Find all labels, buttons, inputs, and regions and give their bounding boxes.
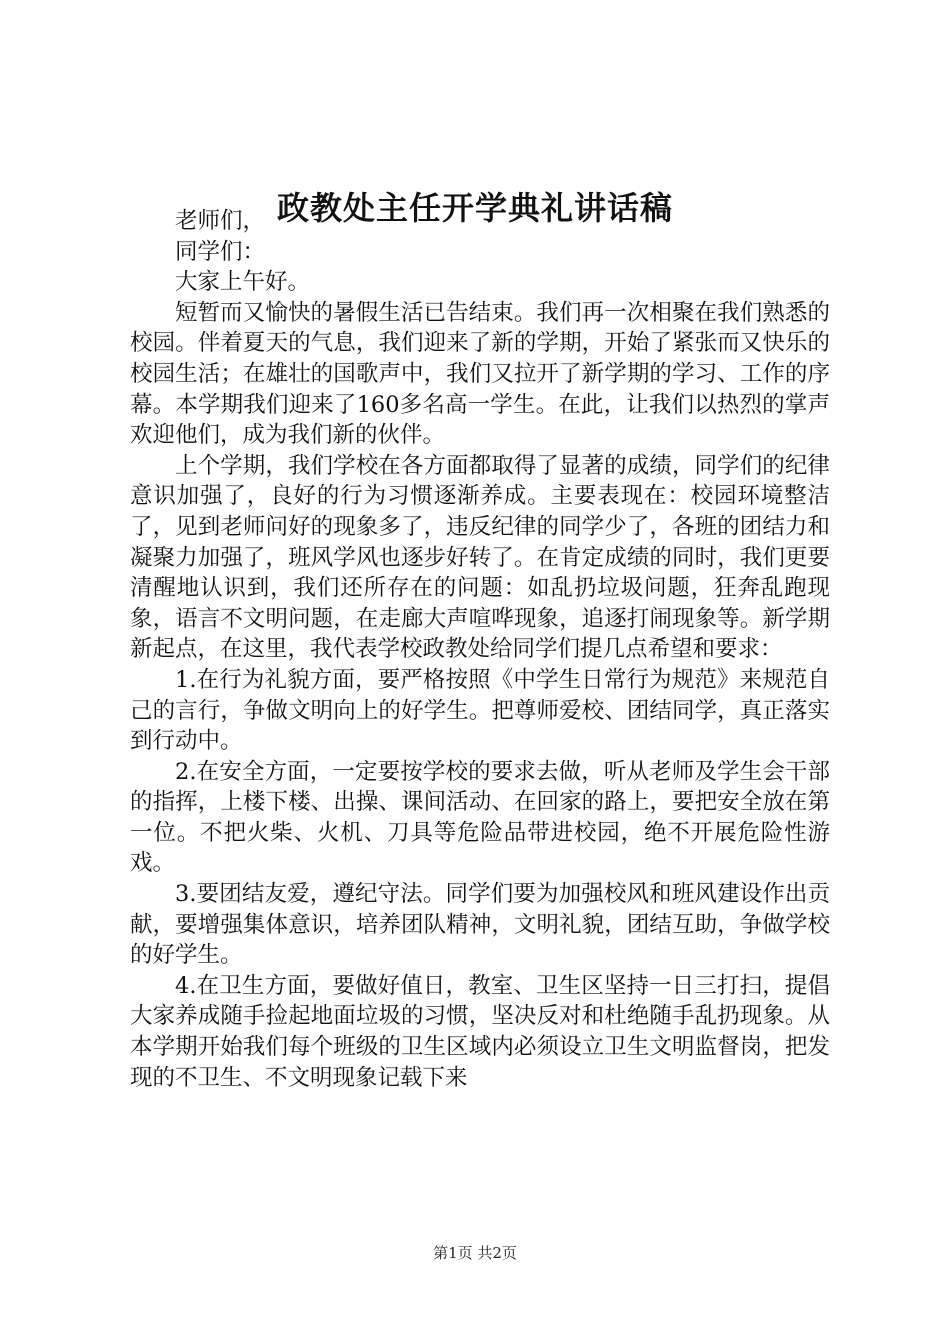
salutation-teachers: 老师们， <box>175 208 266 234</box>
page-number-footer: 第1页 共2页 <box>433 1244 517 1262</box>
salutation-students: 同学们： <box>175 238 266 265</box>
greeting: 大家上午好。 <box>175 269 311 296</box>
paragraph-point-3: 3.要团结友爱，遵纪守法。同学们要为加强校风和班风建设作出贡献，要增强集体意识，培养团队精神，文明礼貌，团结互助，争做学校的好学生。 <box>130 881 830 969</box>
document-body <box>130 206 830 1093</box>
document-title: 政教处主任开学典礼讲话稿 <box>276 189 673 227</box>
paragraph-last-term: 上个学期，我们学校在各方面都取得了显著的成绩，同学们的纪律意识加强了，良好的行为习惯逐渐养成。主要表现在：校园环境整洁了，见到老师问好的现象多了，违反纪律的同学少了，各班的团结力和凝聚力加强了，班风学风也逐步好转了。在肯定成绩的同时，我们更要清醒地认识到，我们还所存在的问题：如乱扔垃圾问题，狂奔乱跑现象，语言不文明问题，在走廊大声喧哗现象，追逐打闹现象等。新学期新起点，在这里，我代表学校政教处给同学们提几点希望和要求： <box>130 452 830 663</box>
paragraph-point-2: 2.在安全方面，一定要按学校的要求去做，听从老师及学生会干部的指挥，上楼下楼、出操、课间活动、在回家的路上，要把安全放在第一位。不把火柴、火机、刀具等危险品带进校园，绝不开展危险性游戏。 <box>130 758 830 877</box>
paragraph-intro: 短暂而又愉快的暑假生活已告结束。我们再一次相聚在我们熟悉的校园。伴着夏天的气息，我们迎来了新的学期，开始了紧张而又快乐的校园生活；在雄壮的国歌声中，我们又拉开了新学期的学习、工作的序幕。本学期我们迎来了160多名高一学生。在此，让我们以热烈的掌声欢迎他们，成为我们新的伙伴。 <box>130 299 830 449</box>
paragraph-point-1: 1.在行为礼貌方面，要严格按照《中学生日常行为规范》来规范自己的言行，争做文明向上的好学生。把尊师爱校、团结同学，真正落实到行动中。 <box>130 666 830 755</box>
paragraph-point-4: 4.在卫生方面，要做好值日，教室、卫生区坚持一日三打扫，提倡大家养成随手捡起地面垃圾的习惯，坚决反对和杜绝随手乱扔现象。从本学期开始我们每个班级的卫生区域内必须设立卫生文明监督岗，把发现的不卫生、不文明现象记载下来 <box>130 972 830 1091</box>
